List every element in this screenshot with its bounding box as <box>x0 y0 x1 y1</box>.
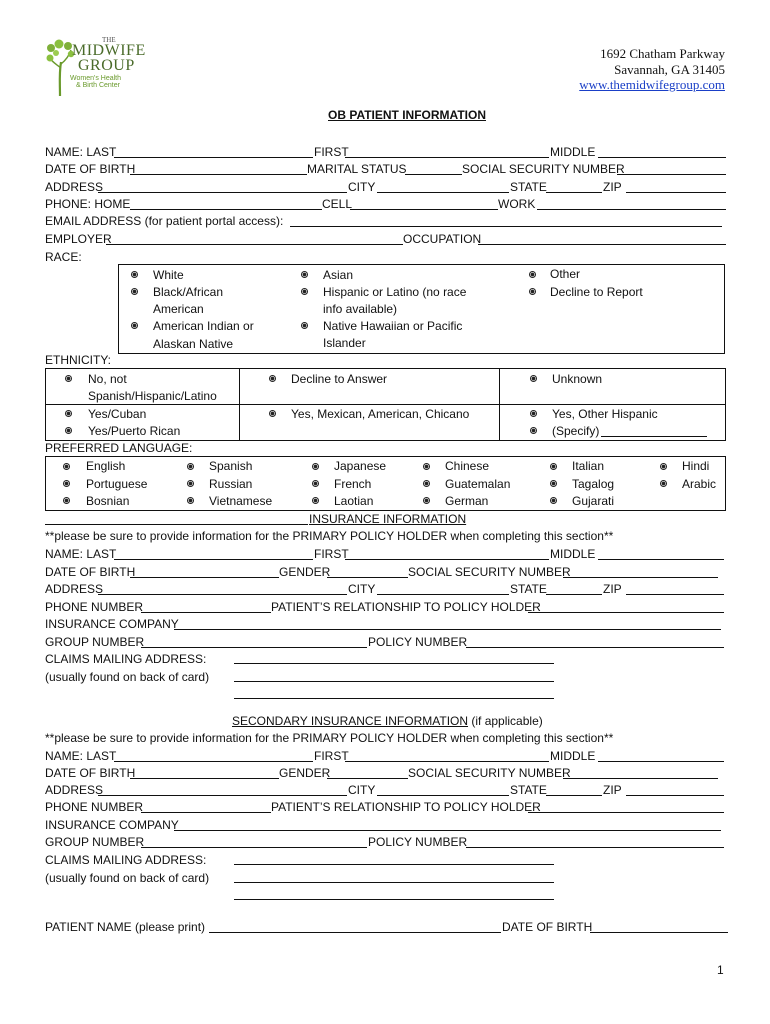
language-gujarati-radio[interactable] <box>550 497 557 504</box>
ins-field-state[interactable] <box>546 594 602 595</box>
sec-field-company[interactable] <box>174 830 721 831</box>
sec-field-relationship[interactable] <box>528 812 724 813</box>
race-hispanic-label: Hispanic or Latino (no race <box>323 285 467 299</box>
label-address: ADDRESS <box>45 180 104 194</box>
address-street: 1692 Chatham Parkway <box>600 46 725 61</box>
label-name-last: NAME: LAST <box>45 145 117 159</box>
ins-field-claims-1[interactable] <box>234 663 554 664</box>
language-french-label: French <box>334 477 372 491</box>
sec-label-claims-note: (usually found on back of card) <box>45 871 210 885</box>
language-german-radio[interactable] <box>423 497 430 504</box>
sec-label-middle: MIDDLE <box>550 749 596 763</box>
field-employer[interactable] <box>106 244 403 245</box>
race-decline-radio[interactable] <box>529 288 536 295</box>
ins-label-company: INSURANCE COMPANY <box>45 617 179 631</box>
sec-field-dob[interactable] <box>130 778 279 779</box>
ethnicity-specify-radio[interactable] <box>530 427 537 434</box>
race-decline-label: Decline to Report <box>550 285 643 299</box>
label-employer: EMPLOYER <box>45 232 112 246</box>
race-american-indian-label: American Indian or <box>153 319 254 333</box>
ins-field-relationship[interactable] <box>528 612 724 613</box>
label-first: FIRST <box>314 145 349 159</box>
race-hispanic-radio[interactable] <box>301 288 308 295</box>
ins-field-phone[interactable] <box>141 612 271 613</box>
language-tagalog-radio[interactable] <box>550 480 557 487</box>
ethnicity-unknown-radio[interactable] <box>530 375 537 382</box>
label-city: CITY <box>348 180 376 194</box>
ins-field-middle-name[interactable] <box>598 559 724 560</box>
sec-field-first-name[interactable] <box>345 761 549 762</box>
field-city[interactable] <box>377 192 509 193</box>
language-russian-label: Russian <box>209 477 253 491</box>
race-native-hawaiian-radio[interactable] <box>301 322 308 329</box>
language-hindi-label: Hindi <box>682 459 710 473</box>
label-footer-dob: DATE OF BIRTH <box>502 920 593 934</box>
ins-label-middle: MIDDLE <box>550 547 596 561</box>
race-other-radio[interactable] <box>529 271 536 278</box>
language-bosnian-radio[interactable] <box>63 497 70 504</box>
secondary-title-text: SECONDARY INSURANCE INFORMATION <box>232 714 469 728</box>
language-italian-label: Italian <box>572 459 605 473</box>
sec-label-group: GROUP NUMBER <box>45 835 145 849</box>
field-marital[interactable] <box>405 174 462 175</box>
race-asian-label: Asian <box>323 268 354 282</box>
logo-the: THE <box>102 36 116 44</box>
sec-field-city[interactable] <box>377 795 509 796</box>
sec-field-last-name[interactable] <box>114 761 313 762</box>
sec-label-city: CITY <box>348 783 376 797</box>
sec-field-address[interactable] <box>98 795 347 796</box>
race-white-radio[interactable] <box>131 271 138 278</box>
language-japanese-label: Japanese <box>334 459 387 473</box>
label-work: WORK <box>498 197 536 211</box>
sec-field-zip[interactable] <box>626 795 724 796</box>
insurance-note: **please be sure to provide information for the PRIMARY POLICY HOLDER when completing this section** <box>45 529 614 543</box>
ethnicity-puerto-rican-radio[interactable] <box>65 427 72 434</box>
language-portuguese-label: Portuguese <box>86 477 148 491</box>
field-cell[interactable] <box>350 209 498 210</box>
sec-field-gender[interactable] <box>327 778 408 779</box>
field-state[interactable] <box>546 192 602 193</box>
ethnicity-not-hispanic-radio[interactable] <box>65 375 72 382</box>
language-spanish-radio[interactable] <box>187 463 194 470</box>
label-ethnicity: ETHNICITY: <box>45 353 112 367</box>
ins-field-last-name[interactable] <box>114 559 313 560</box>
ethnicity-not-hispanic-label-cont: Spanish/Hispanic/Latino <box>88 389 217 403</box>
ethnicity-cuban-label: Yes/Cuban <box>88 407 147 421</box>
language-tagalog-label: Tagalog <box>572 477 615 491</box>
logo <box>46 38 156 96</box>
address-city: Savannah, GA 31405 <box>614 62 725 77</box>
ins-field-gender[interactable] <box>327 577 408 578</box>
secondary-title <box>232 714 543 728</box>
label-marital: MARITAL STATUS <box>307 162 407 176</box>
ins-label-gender: GENDER <box>279 565 331 579</box>
field-footer-dob[interactable] <box>590 932 728 933</box>
ethnicity-other-hispanic-radio[interactable] <box>530 410 537 417</box>
language-gujarati-label: Gujarati <box>572 494 615 508</box>
label-occupation: OCCUPATION <box>403 232 482 246</box>
ethnicity-mexican-radio[interactable] <box>269 410 276 417</box>
form-title: OB PATIENT INFORMATION <box>328 108 486 122</box>
logo-group: GROUP <box>78 57 135 74</box>
logo-midwife: MIDWIFE <box>72 42 146 59</box>
sec-label-first: FIRST <box>314 749 349 763</box>
field-ethnicity-specify[interactable] <box>601 436 707 437</box>
ins-label-policy: POLICY NUMBER <box>368 635 468 649</box>
language-guatemalan-label: Guatemalan <box>445 477 511 491</box>
label-middle: MIDDLE <box>550 145 596 159</box>
ethnicity-divider-h <box>45 404 726 405</box>
language-vietnamese-radio[interactable] <box>187 497 194 504</box>
secondary-title-suffix: (if applicable) <box>468 714 543 728</box>
language-chinese-label: Chinese <box>445 459 490 473</box>
field-occupation[interactable] <box>478 244 726 245</box>
language-arabic-label: Arabic <box>682 477 717 491</box>
ins-field-first-name[interactable] <box>345 559 549 560</box>
language-bosnian-label: Bosnian <box>86 494 130 508</box>
label-state: STATE <box>510 180 547 194</box>
language-vietnamese-label: Vietnamese <box>209 494 273 508</box>
label-race: RACE: <box>45 250 82 264</box>
language-japanese-radio[interactable] <box>312 463 319 470</box>
ins-label-ssn: SOCIAL SECURITY NUMBER <box>408 565 571 579</box>
language-french-radio[interactable] <box>312 480 319 487</box>
ins-label-phone: PHONE NUMBER <box>45 600 144 614</box>
label-ssn: SOCIAL SECURITY NUMBER <box>462 162 625 176</box>
logo-tagline-2: & Birth Center <box>76 82 120 89</box>
language-russian-radio[interactable] <box>187 480 194 487</box>
ethnicity-other-hispanic-label: Yes, Other Hispanic <box>552 407 658 421</box>
field-email[interactable] <box>290 226 722 227</box>
language-hindi-radio[interactable] <box>660 463 667 470</box>
label-cell: CELL <box>322 197 353 211</box>
ins-label-first: FIRST <box>314 547 349 561</box>
language-spanish-label: Spanish <box>209 459 253 473</box>
field-phone-home[interactable] <box>130 209 322 210</box>
race-asian-radio[interactable] <box>301 271 308 278</box>
ethnicity-decline-radio[interactable] <box>269 375 276 382</box>
sec-label-claims: CLAIMS MAILING ADDRESS: <box>45 853 207 867</box>
sec-field-phone[interactable] <box>141 812 271 813</box>
label-dob: DATE OF BIRTH <box>45 162 136 176</box>
sec-field-claims-3[interactable] <box>234 899 554 900</box>
insurance-title: INSURANCE INFORMATION <box>309 512 467 526</box>
insurance-rule-left <box>45 524 308 525</box>
field-zip[interactable] <box>626 192 726 193</box>
race-american-indian-label-cont: Alaskan Native <box>153 337 234 351</box>
ins-label-claims: CLAIMS MAILING ADDRESS: <box>45 652 207 666</box>
sec-field-state[interactable] <box>546 795 602 796</box>
sec-label-dob: DATE OF BIRTH <box>45 766 136 780</box>
sec-field-claims-1[interactable] <box>234 864 554 865</box>
ethnicity-cuban-radio[interactable] <box>65 410 72 417</box>
race-native-hawaiian-label: Native Hawaiian or Pacific <box>323 319 463 333</box>
ins-field-claims-2[interactable] <box>234 681 554 682</box>
field-address[interactable] <box>98 192 347 193</box>
ins-label-name-last: NAME: LAST <box>45 547 117 561</box>
label-zip: ZIP <box>603 180 622 194</box>
language-italian-radio[interactable] <box>550 463 557 470</box>
field-first-name[interactable] <box>345 157 549 158</box>
ethnicity-decline-label: Decline to Answer <box>291 372 388 386</box>
sec-label-relationship: PATIENT’S RELATIONSHIP TO POLICY HOLDER <box>271 800 541 814</box>
sec-field-claims-2[interactable] <box>234 882 554 883</box>
race-white-label: White <box>153 268 184 282</box>
label-language: PREFERRED LANGUAGE: <box>45 441 193 455</box>
race-black-label: Black/African <box>153 285 224 299</box>
race-black-radio[interactable] <box>131 288 138 295</box>
language-arabic-radio[interactable] <box>660 480 667 487</box>
ethnicity-divider-v1 <box>239 368 240 441</box>
language-laotian-radio[interactable] <box>312 497 319 504</box>
ins-field-zip[interactable] <box>626 594 724 595</box>
field-last-name[interactable] <box>114 157 313 158</box>
language-english-label: English <box>86 459 126 473</box>
sec-label-gender: GENDER <box>279 766 331 780</box>
sec-field-ssn[interactable] <box>563 778 718 779</box>
language-english-radio[interactable] <box>63 463 70 470</box>
label-email: EMAIL ADDRESS (for patient portal access): <box>45 214 284 228</box>
field-dob[interactable] <box>130 174 307 175</box>
sec-label-state: STATE <box>510 783 547 797</box>
language-guatemalan-radio[interactable] <box>423 480 430 487</box>
language-laotian-label: Laotian <box>334 494 374 508</box>
ins-label-city: CITY <box>348 582 376 596</box>
ins-label-zip: ZIP <box>603 582 622 596</box>
field-work[interactable] <box>537 209 726 210</box>
race-american-indian-radio[interactable] <box>131 322 138 329</box>
ins-field-claims-3[interactable] <box>234 698 554 699</box>
sec-label-ssn: SOCIAL SECURITY NUMBER <box>408 766 571 780</box>
field-middle-name[interactable] <box>598 157 726 158</box>
ins-label-state: STATE <box>510 582 547 596</box>
sec-label-company: INSURANCE COMPANY <box>45 818 179 832</box>
ethnicity-mexican-label: Yes, Mexican, American, Chicano <box>291 407 470 421</box>
race-hispanic-label-cont: info available) <box>323 302 398 316</box>
ins-field-dob[interactable] <box>130 577 279 578</box>
ins-field-company[interactable] <box>174 629 721 630</box>
label-patient-name-print: PATIENT NAME (please print) <box>45 920 206 934</box>
sec-field-policy[interactable] <box>466 847 724 848</box>
language-chinese-radio[interactable] <box>423 463 430 470</box>
sec-field-middle-name[interactable] <box>598 761 724 762</box>
sec-label-zip: ZIP <box>603 783 622 797</box>
website-link[interactable]: www.themidwifegroup.com <box>579 77 725 92</box>
sec-field-group[interactable] <box>141 847 367 848</box>
ethnicity-unknown-label: Unknown <box>552 372 603 386</box>
ethnicity-specify-label: (Specify) <box>552 424 600 438</box>
race-black-label-cont: American <box>153 302 204 316</box>
sec-label-name-last: NAME: LAST <box>45 749 117 763</box>
ins-label-claims-note: (usually found on back of card) <box>45 670 210 684</box>
sec-label-policy: POLICY NUMBER <box>368 835 468 849</box>
sec-note: **please be sure to provide information for the PRIMARY POLICY HOLDER when completing this section** <box>45 731 614 745</box>
ins-label-address: ADDRESS <box>45 582 104 596</box>
field-patient-name-print[interactable] <box>209 932 501 933</box>
ethnicity-not-hispanic-label: No, not <box>88 372 127 386</box>
logo-tagline-1: Women's Health <box>70 75 122 82</box>
ins-field-city[interactable] <box>377 594 509 595</box>
sec-label-address: ADDRESS <box>45 783 104 797</box>
field-ssn[interactable] <box>617 174 726 175</box>
ins-field-policy[interactable] <box>466 647 724 648</box>
ethnicity-puerto-rican-label: Yes/Puerto Rican <box>88 424 181 438</box>
language-portuguese-radio[interactable] <box>63 480 70 487</box>
ins-field-ssn[interactable] <box>563 577 718 578</box>
ins-field-address[interactable] <box>98 594 347 595</box>
page-number: 1 <box>717 963 724 977</box>
label-phone-home: PHONE: HOME <box>45 197 131 211</box>
ins-field-group[interactable] <box>141 647 367 648</box>
ethnicity-divider-v2 <box>499 368 500 441</box>
ins-label-dob: DATE OF BIRTH <box>45 565 136 579</box>
language-german-label: German <box>445 494 489 508</box>
ins-label-group: GROUP NUMBER <box>45 635 145 649</box>
sec-label-phone: PHONE NUMBER <box>45 800 144 814</box>
race-other-label: Other <box>550 267 581 281</box>
race-native-hawaiian-label-cont: Islander <box>323 336 366 350</box>
ins-label-relationship: PATIENT’S RELATIONSHIP TO POLICY HOLDER <box>271 600 541 614</box>
